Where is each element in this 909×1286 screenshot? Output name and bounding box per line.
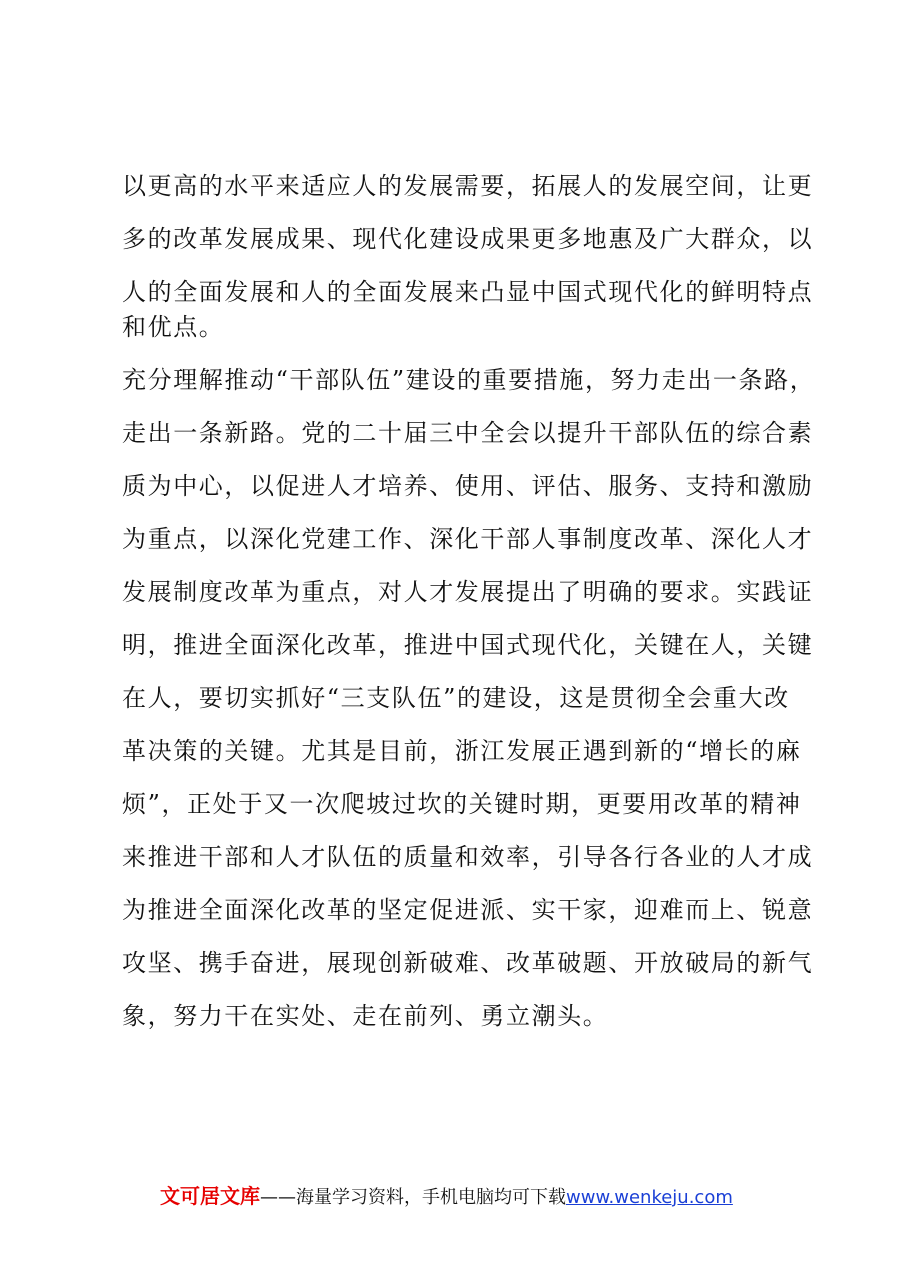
brand-name: 文可居文库 xyxy=(160,1184,260,1208)
text-line: 攻坚、携手奋进，展现创新破难、改革破题、开放破局的新气 xyxy=(122,949,814,977)
text-line: 来推进干部和人才队伍的质量和效率，引导各行各业的人才成 xyxy=(122,843,814,871)
text-line: 充分理解推动“干部队伍”建设的重要措施，努力走出一条路， xyxy=(122,366,816,394)
text-line: 人的全面发展和人的全面发展来凸显中国式现代化的鲜明特点 xyxy=(122,278,814,306)
text-line: 烦”，正处于又一次爬坡过坎的关键时期，更要用改革的精神 xyxy=(122,790,802,818)
text-line: 走出一条新路。党的二十届三中全会以提升干部队伍的综合素 xyxy=(122,419,814,447)
text-line: 以更高的水平来适应人的发展需要，拓展人的发展空间，让更 xyxy=(122,172,814,200)
footer-banner xyxy=(160,1183,733,1211)
text-line: 质为中心，以促进人才培养、使用、评估、服务、支持和激励 xyxy=(122,472,814,500)
text-line: 为推进全面深化改革的坚定促进派、实干家，迎难而上、锐意 xyxy=(122,896,814,924)
text-line: 在人，要切实抓好“三支队伍”的建设，这是贯彻全会重大改 xyxy=(122,684,790,712)
text-line: 明，推进全面深化改革，推进中国式现代化，关键在人，关键 xyxy=(122,631,814,659)
text-line: 为重点，以深化党建工作、深化干部人事制度改革、深化人才 xyxy=(122,525,814,553)
text-line: 和优点。 xyxy=(122,313,225,341)
footer-tagline: ——海量学习资料，手机电脑均可下载 xyxy=(260,1187,566,1208)
text-line: 革决策的关键。尤其是目前，浙江发展正遇到新的“增长的麻 xyxy=(122,737,802,765)
text-line: 多的改革发展成果、现代化建设成果更多地惠及广大群众，以 xyxy=(122,225,814,253)
text-line: 发展制度改革为重点，对人才发展提出了明确的要求。实践证 xyxy=(122,578,814,606)
text-line: 象，努力干在实处、走在前列、勇立潮头。 xyxy=(122,1002,609,1030)
website-link[interactable]: www.wenkeju.com xyxy=(566,1187,733,1208)
